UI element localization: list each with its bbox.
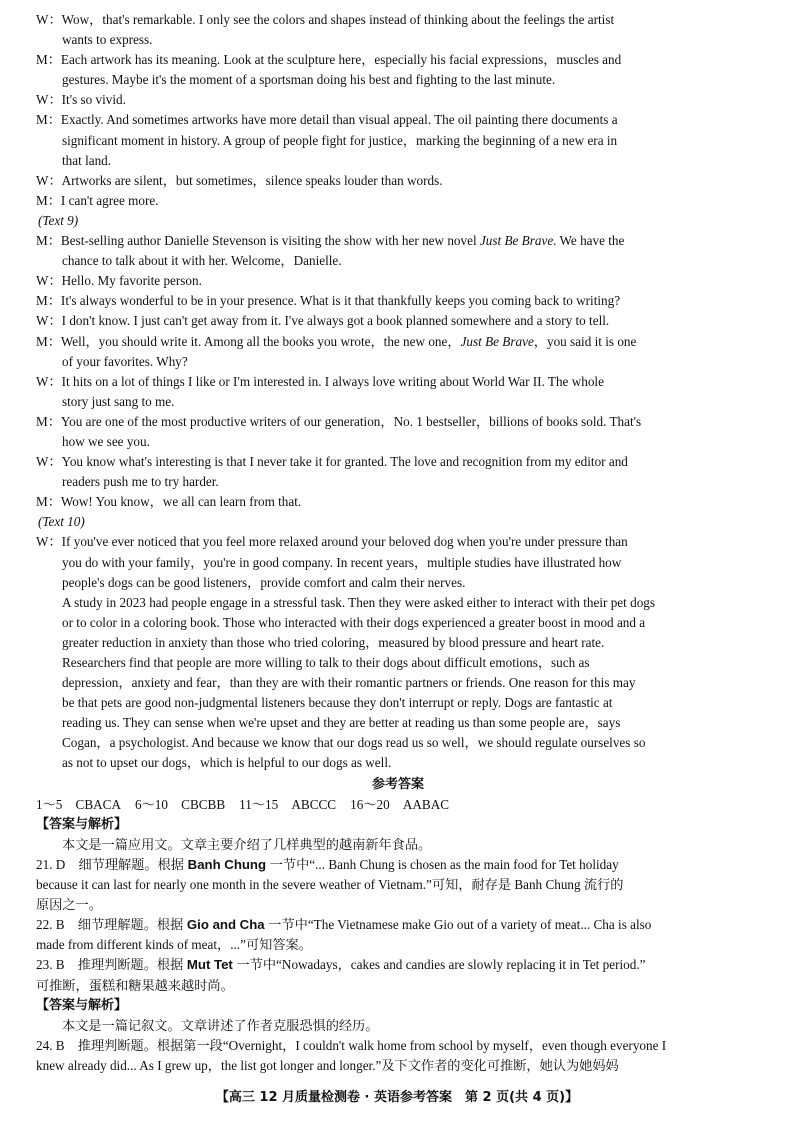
text10-line: you do with your family，you're in good company. In recent years，multiple studies have illustrated how xyxy=(62,554,622,570)
question-21-explanation xyxy=(36,855,760,915)
passage-summary: 本文是一篇记叙文。文章讲述了作者克服恐惧的经历。 xyxy=(62,1017,379,1033)
speaker-label: W： xyxy=(36,454,62,470)
speaker-label: M： xyxy=(36,494,61,510)
speaker-label: M： xyxy=(36,112,61,128)
explanation-line: knew already did... As I grew up，the list got longer and longer.”及下文作者的变化可推断，她认为她妈妈 xyxy=(36,1057,619,1073)
explanation-line: 21. D 细节理解题。根据 Banh Chung 一节中“... Banh Chung is chosen as the main food for Tet holiday xyxy=(36,856,619,872)
explanation-line: 原因之一。 xyxy=(36,897,102,913)
speaker-label: M： xyxy=(36,333,61,349)
text8-line: M：Exactly. And sometimes artworks have more detail than visual appeal. The oil painting there documents a xyxy=(36,112,618,128)
speaker-label: W： xyxy=(36,12,62,27)
speaker-label: M： xyxy=(36,293,61,309)
analysis-header: 【答案与解析】 xyxy=(36,816,128,832)
dialogue-text9 xyxy=(36,231,760,512)
text9-line: how we see you. xyxy=(62,433,150,449)
text9-line: W：Hello. My favorite person. xyxy=(36,273,202,289)
text9-line: M：You are one of the most productive writers of our generation，No. 1 bestseller，billions of books sold. That's xyxy=(36,413,642,429)
text9-line: M：Best-selling author Danielle Stevenson is visiting the show with her new novel Just Be Brave. We have the xyxy=(36,233,625,249)
text8-line: wants to express. xyxy=(62,32,153,48)
text8-line: that land. xyxy=(62,152,112,168)
explanation-line: 可推断，蛋糕和糖果越来越时尚。 xyxy=(36,977,234,993)
text8-line: W：It's so vivid. xyxy=(36,92,126,108)
text9-line: M：Well，you should write it. Among all the books you wrote，the new one，Just Be Brave，you said it is one xyxy=(36,333,637,349)
speaker-label: M： xyxy=(36,413,61,429)
text8-line: significant moment in history. A group of people fight for justice，marking the beginning of a new era in xyxy=(62,132,618,148)
question-number: 23. B xyxy=(36,957,78,973)
text10-line: W：If you've ever noticed that you feel more relaxed around your beloved dog when you're under pressure than xyxy=(36,534,628,550)
speaker-label: W： xyxy=(36,92,62,108)
answer-section-title: 参考答案 xyxy=(371,776,424,792)
speaker-label: W： xyxy=(36,313,62,329)
text9-line: M：Wow! You know，we all can learn from that. xyxy=(36,494,302,510)
text10-line: people's dogs can be good listeners，provide comfort and calm their nerves. xyxy=(62,574,466,590)
text8-line: M：I can't agree more. xyxy=(36,192,159,208)
section-keyword: Mut Tet xyxy=(183,957,237,973)
explanation-line: 22. B 细节理解题。根据 Gio and Cha 一节中“The Vietnamese make Gio out of a variety of meat... Cha is also xyxy=(36,917,652,933)
speaker-label: M： xyxy=(36,233,61,249)
question-number: 22. B xyxy=(36,917,78,933)
text10-line: greater reduction in anxiety than those who tried coloring，measured by blood pressure and heart rate. xyxy=(62,634,605,650)
text8-line: gestures. Maybe it's the moment of a sportsman doing his best and fighting to the last minute. xyxy=(62,72,556,88)
speaker-label: W： xyxy=(36,273,62,289)
text10-line: reading us. They can sense when we're upset and they are better at reading us than some people are，says xyxy=(62,715,621,731)
question-number: 21. D xyxy=(36,856,79,872)
speaker-label: M： xyxy=(36,192,61,208)
text8-line: W：Artworks are silent，but sometimes，silence speaks louder than words. xyxy=(36,172,443,188)
text10-line: depression，anxiety and fear，than they are with their romantic partners or friends. One reason for this may xyxy=(62,675,636,691)
text10-line: Cogan，a psychologist. And because we know that our dogs read us so well，we should regulate ourselves so xyxy=(62,735,646,751)
text9-line: W：You know what's interesting is that I never take it for granted. The love and recognition from my editor and xyxy=(36,454,628,470)
explanation-line: because it can last for nearly one month in the severe weather of Vietnam.”可知，耐存是 Banh Chung 流行的 xyxy=(36,877,624,893)
text9-line: M：It's always wonderful to be in your presence. What is it that thankfully keeps you coming back to writing? xyxy=(36,293,621,309)
explanation-line: 24. B 推理判断题。根据第一段“Overnight，I couldn't walk home from school by myself，even though everyone I xyxy=(36,1037,667,1053)
analysis-header: 【答案与解析】 xyxy=(36,997,128,1013)
text9-line: W：It hits on a lot of things I like or I'm interested in. I always love writing about World War II. The whole xyxy=(36,373,604,389)
passage-summary: 本文是一篇应用文。文章主要介绍了几样典型的越南新年食品。 xyxy=(62,836,432,852)
question-number: 24. B xyxy=(36,1037,78,1053)
section-keyword: Gio and Cha xyxy=(183,917,269,933)
text10-label: (Text 10) xyxy=(38,514,85,530)
monologue-text10 xyxy=(36,532,760,773)
question-24-explanation xyxy=(36,1036,760,1076)
text10-line: or to color in a coloring book. Those who interacted with their dogs experienced a greater boost in mood and a xyxy=(62,614,646,630)
speaker-label: W： xyxy=(36,373,62,389)
answer-group: 11～15 ABCCC xyxy=(239,796,337,812)
answer-group: 16～20 AABAC xyxy=(350,796,450,812)
dialogue-text8 xyxy=(36,10,760,211)
text9-line: W：I don't know. I just can't get away from it. I've always got a book planned somewhere and a story to tell. xyxy=(36,313,610,329)
text9-label: (Text 9) xyxy=(38,212,79,228)
question-23-explanation xyxy=(36,955,760,995)
answer-group: 6～10 CBCBB xyxy=(135,796,226,812)
explanation-line: made from different kinds of meat，...”可知答案。 xyxy=(36,937,312,953)
speaker-label: W： xyxy=(36,534,62,550)
text9-line: of your favorites. Why? xyxy=(62,353,188,369)
page-footer: 【高三 12 月质量检测卷 · 英语参考答案 第 2 页(共 4 页)】 xyxy=(215,1090,579,1105)
answer-group: 1～5 CBACA xyxy=(36,796,121,812)
explanation-line: 23. B 推理判断题。根据 Mut Tet 一节中“Nowadays，cakes and candies are slowly replacing it in Tet period.” xyxy=(36,957,646,973)
question-22-explanation xyxy=(36,915,760,955)
text10-line: A study in 2023 had people engage in a stressful task. Then they were asked either to interact with their pet dogs xyxy=(62,594,656,610)
text9-line: story just sang to me. xyxy=(62,393,175,409)
text9-line: chance to talk about it with her. Welcome，Danielle. xyxy=(62,253,342,269)
answer-key xyxy=(36,795,760,815)
text8-line: M：Each artwork has its meaning. Look at the sculpture here，especially his facial expressions，muscles and xyxy=(36,52,622,68)
text10-line: be that pets are good non-judgmental listeners because they don't interrupt or reply. Dogs are fantastic at xyxy=(62,695,613,711)
text9-line: readers push me to try harder. xyxy=(62,474,219,490)
speaker-label: M： xyxy=(36,52,61,68)
text10-line: as not to upset our dogs，which is helpful to our dogs as well. xyxy=(62,755,392,771)
speaker-label: W： xyxy=(36,172,62,188)
section-keyword: Banh Chung xyxy=(184,856,270,872)
text8-line: W：Wow，that's remarkable. I only see the colors and shapes instead of thinking about the feelings the artist xyxy=(36,12,615,27)
text10-line: Researchers find that people are more willing to talk to their dogs about difficult emotions，such as xyxy=(62,655,590,670)
